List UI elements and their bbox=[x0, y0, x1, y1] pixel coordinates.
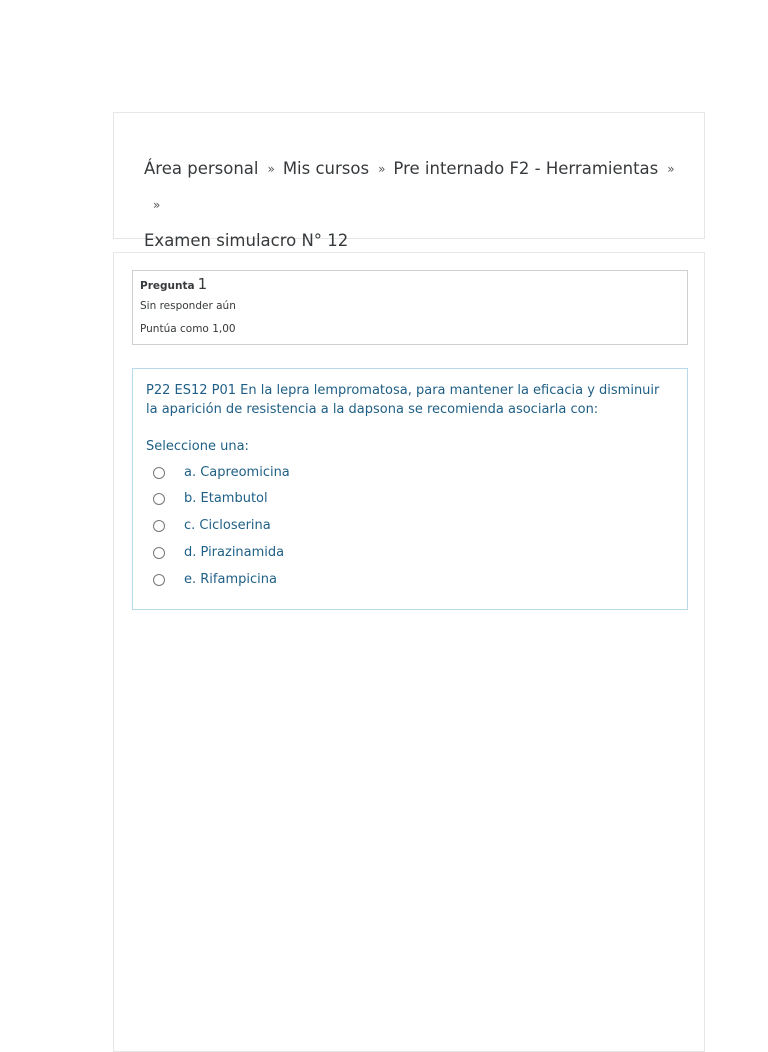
radio-button[interactable] bbox=[153, 574, 165, 586]
breadcrumb bbox=[144, 151, 684, 259]
question-number: 1 bbox=[197, 275, 208, 293]
question-state: Sin responder aún bbox=[140, 300, 236, 312]
quiz-card bbox=[113, 252, 705, 1052]
question-label: Pregunta bbox=[140, 280, 195, 292]
answer-option-c[interactable] bbox=[153, 518, 453, 536]
question-content bbox=[132, 368, 688, 610]
answer-option-label[interactable]: c. Cicloserina bbox=[184, 518, 271, 533]
question-info bbox=[132, 270, 688, 345]
breadcrumb-item-course[interactable]: Pre internado F2 - Herramientas bbox=[393, 159, 659, 178]
answer-option-label[interactable]: d. Pirazinamida bbox=[184, 545, 285, 560]
breadcrumb-separator: » bbox=[267, 162, 275, 176]
question-grade: Puntúa como 1,00 bbox=[140, 323, 236, 335]
radio-button[interactable] bbox=[153, 520, 165, 532]
breadcrumb-separator: » bbox=[378, 162, 386, 176]
radio-button[interactable] bbox=[153, 467, 165, 479]
answer-option-label[interactable]: e. Rifampicina bbox=[184, 572, 277, 587]
breadcrumb-separator: » bbox=[667, 162, 675, 176]
answer-option-d[interactable] bbox=[153, 545, 453, 563]
breadcrumb-card bbox=[113, 112, 705, 250]
answer-option-label[interactable]: b. Etambutol bbox=[184, 491, 268, 506]
answer-option-a[interactable] bbox=[153, 465, 453, 483]
radio-button[interactable] bbox=[153, 547, 165, 559]
answer-option-b[interactable] bbox=[153, 491, 453, 509]
radio-button[interactable] bbox=[153, 493, 165, 505]
question-title bbox=[140, 275, 207, 293]
answer-option-label[interactable]: a. Capreomicina bbox=[184, 465, 290, 480]
breadcrumb-item-area-personal[interactable]: Área personal bbox=[144, 159, 259, 178]
breadcrumb-item-exam[interactable]: Examen simulacro N° 12 bbox=[144, 231, 349, 250]
question-text: P22 ES12 P01 En la lepra lempromatosa, para mantener la eficacia y disminuir la aparición de resistencia a la dapsona se recomienda asociarla con: bbox=[146, 383, 660, 417]
answer-prompt: Seleccione una: bbox=[146, 439, 249, 454]
answer-option-e[interactable] bbox=[153, 572, 453, 590]
breadcrumb-item-mis-cursos[interactable]: Mis cursos bbox=[282, 159, 370, 178]
breadcrumb-separator: » bbox=[153, 198, 161, 212]
